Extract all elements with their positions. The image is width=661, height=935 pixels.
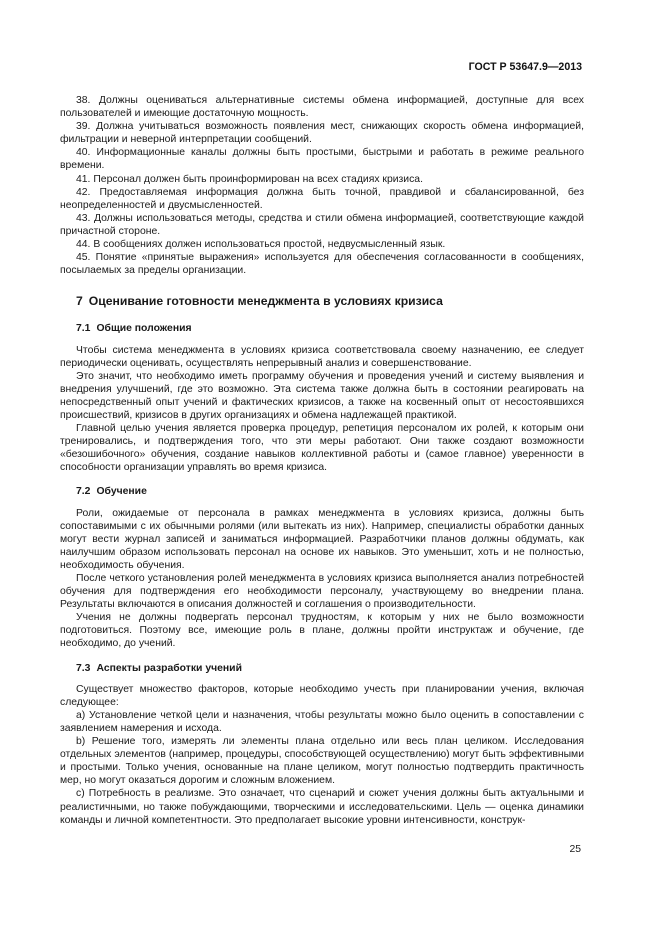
list-item: 44. В сообщениях должен использоваться простой, недвусмысленный язык.: [76, 239, 446, 251]
document-id-header: ГОСТ Р 53647.9—2013: [468, 61, 582, 73]
paragraph: Чтобы система менеджмента в условиях кризиса соответствовала своему назначению, ее следует периодически оценивать, осуществлять непрерывный анализ и совершенствование.: [60, 344, 584, 369]
paragraph: Это значит, что необходимо иметь программу обучения и проведения учений и систему выявления и внедрения улучшений, где это возможно. Эта система также должна быть в состоянии реагировать на непосредственный опыт учений и фактических кризисов, а также на косвенный опыт от несостоявшихся происшествий, кризисов в других организациях и обмена надлежащей практикой.: [60, 370, 584, 421]
list-item: 42. Предоставляемая информация должна быть точной, правдивой и сбалансированной, без неопределенностей и двусмысленностей.: [60, 186, 584, 211]
paragraph: Главной целью учения является проверка процедур, репетиция персоналом их ролей, к которым они тренировались, и подтверждения того, что эти меры работают. Они также создают возможности «безошибочного» обучения, создание навыков коллективной работы и (самое главное) уверенности в способности организации управлять во время кризиса.: [60, 423, 584, 474]
subsection-heading: [76, 662, 584, 675]
list-item: а) Установление четкой цели и назначения, чтобы результаты можно было оценить в сопоставлении с заявлением намерения и исхода.: [60, 709, 584, 734]
list-item: 38. Должны оцениваться альтернативные системы обмена информацией, доступные для всех пользователей и имеющие достаточную мощность.: [60, 95, 584, 120]
list-item: 40. Информационные каналы должны быть простыми, быстрыми и работать в режиме реального времени.: [60, 147, 584, 172]
section-title: Оценивание готовности менеджмента в условиях кризиса: [88, 294, 443, 309]
list-item: 39. Должна учитываться возможность появления мест, снижающих скорость обмена информацией, фильтрации и неверной интерпретации сообщений.: [60, 121, 584, 146]
subsection-number: 7.2: [76, 486, 91, 498]
subsection-heading: [76, 485, 584, 498]
paragraph: Учения не должны подвергать персонал трудностям, к которым у них не было возможности подготовиться. Поэтому все, имеющие роль в плане, должны пройти инструктаж и обучение, где необходимо, до учений.: [60, 612, 584, 650]
subsection-title: Аспекты разработки учений: [96, 662, 242, 674]
paragraph: Роли, ожидаемые от персонала в рамках менеджмента в условиях кризиса, должны быть сопоставимыми с их обычными ролями (или вытекать из них). Например, специалисты обработки данных могут вести журнал записей и заниматься информацией. Разработчики планов должны обдумать, как наилучшим образом использовать персонал на основе их навыков. Это уменьшит, хоть и не полностью, необходимость обучения.: [60, 507, 584, 571]
document-body: [60, 94, 584, 827]
list-item: c) Потребность в реализме. Это означает, что сценарий и сюжет учения должны быть актуальными и реалистичными, но также побуждающими, творческими и исследовательскими. Цель — оценка динамики команды и личной компетентности. Это предполагает высокие уровни интенсивности, конструк-: [60, 788, 584, 826]
list-item: 45. Понятие «принятые выражения» используется для обеспечения согласованности в сообщениях, посылаемых за пределы организации.: [60, 252, 584, 277]
paragraph: Существует множество факторов, которые необходимо учесть при планировании учения, включая следующее:: [60, 683, 584, 708]
list-item: 41. Персонал должен быть проинформирован на всех стадиях кризиса.: [76, 173, 423, 185]
subsection-heading: [76, 322, 584, 335]
subsection-title: Обучение: [96, 486, 147, 498]
paragraph: После четкого установления ролей менеджмента в условиях кризиса выполняется анализ потребностей обучения для подтверждения его необходимости персоналу, участвующему во внедрении плана. Результаты включаются в описания должностей и соглашения о производительности.: [60, 573, 584, 611]
list-item: 43. Должны использоваться методы, средства и стили обмена информацией, соответствующие каждой причастной стороне.: [60, 212, 584, 237]
section-number: 7: [76, 294, 83, 309]
section-heading: [76, 295, 584, 308]
subsection-number: 7.1: [76, 323, 91, 335]
subsection-number: 7.3: [76, 662, 91, 674]
subsection-title: Общие положения: [96, 323, 192, 335]
page-number: 25: [569, 844, 581, 855]
list-item: b) Решение того, измерять ли элементы плана отдельно или весь план целиком. Исследования отдельных элементов (например, процедуры, способствующей осуществлению) могут быть эффективными и простыми. Только учения, основанные на плане целиком, могут полностью подтвердить практичность мер, но могут оказаться дорогим и сложным вложением.: [60, 736, 584, 787]
